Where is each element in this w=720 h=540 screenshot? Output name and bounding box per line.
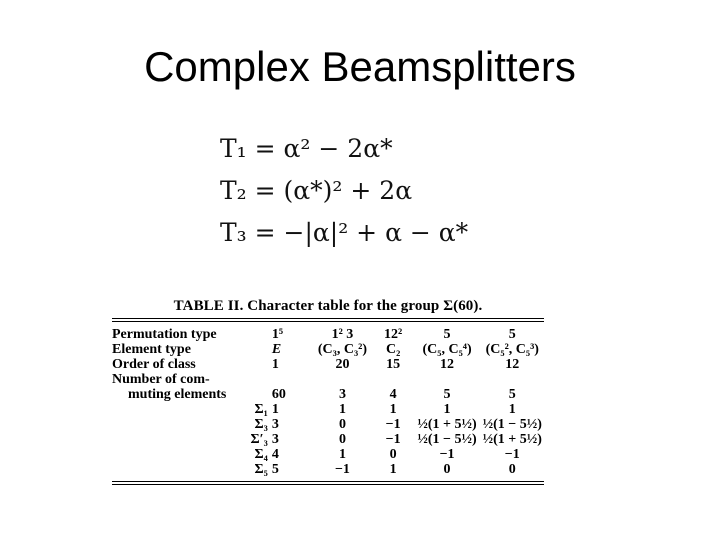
table-cell: 15 (386, 357, 401, 372)
table-cell: −1 (385, 417, 401, 432)
table-cell: 5 (508, 327, 516, 342)
table-cell: 12² (384, 327, 403, 342)
table-cell: C₂ (385, 342, 401, 357)
table-cell: 5 (443, 327, 451, 342)
table-cell: −1 (439, 447, 455, 462)
equation-t2: T₂ = (α*)² + 2α (220, 176, 413, 205)
table-row (112, 447, 544, 462)
bottom-rule (112, 481, 544, 482)
table-row (112, 372, 544, 387)
table-cell: ½(1 − 5½) (417, 432, 477, 447)
table-cell: (C₅, C₅⁴) (422, 342, 472, 357)
table-cell: 3 (271, 432, 279, 447)
row-label: Permutation type (112, 327, 217, 342)
bottom-rule-double (112, 484, 544, 485)
table-cell: 1 (338, 402, 346, 417)
table-row (112, 402, 544, 417)
table-row (112, 387, 544, 402)
table-cell: 1 (338, 447, 346, 462)
table-cell: −1 (334, 462, 350, 477)
table-cell: −1 (385, 432, 401, 447)
table-cell: 1 (389, 402, 397, 417)
table-cell (414, 372, 481, 387)
character-table (112, 327, 544, 477)
table-cell: 0 (338, 417, 346, 432)
table-cell (373, 372, 414, 387)
slide-title: Complex Beamsplitters (144, 43, 576, 90)
row-label: Number of com- (112, 372, 210, 387)
table-cell: 20 (335, 357, 350, 372)
row-label: Σ′₃ (250, 432, 268, 447)
equation-t1: T₁ = α² − 2α* (220, 134, 393, 163)
table-cell: 3 (271, 417, 279, 432)
table-cell: 1² 3 (331, 327, 354, 342)
table-cell: E (271, 342, 282, 357)
table-cell (481, 372, 544, 387)
table-cell: ½(1 + 5½) (417, 417, 477, 432)
table-cell: 1 (508, 402, 516, 417)
table-cell: (C₃, C₃²) (317, 342, 368, 357)
table-cell (272, 372, 312, 387)
top-rule-double (112, 321, 544, 322)
table-cell: ½(1 + 5½) (482, 432, 542, 447)
table-cell: 12 (505, 357, 520, 372)
table-cell: 60 (271, 387, 286, 402)
table-cell: 4 (271, 447, 279, 462)
table-cell: 5 (271, 462, 279, 477)
table-cell: −1 (504, 447, 520, 462)
table-row (112, 417, 544, 432)
table-cell: 0 (443, 462, 451, 477)
table-row (112, 432, 544, 447)
table-row (112, 462, 544, 477)
table-cell: 5 (443, 387, 451, 402)
table-cell: ½(1 − 5½) (482, 417, 542, 432)
table-cell: 0 (389, 447, 397, 462)
table-cell (312, 372, 372, 387)
table-row (112, 342, 544, 357)
row-label: muting elements (128, 387, 227, 402)
table-cell: 12 (440, 357, 455, 372)
table-row (112, 357, 544, 372)
row-label: Element type (112, 342, 191, 357)
row-label: Σ₃ (254, 417, 268, 432)
row-label: Σ₄ (254, 447, 268, 462)
equation-block (220, 128, 468, 254)
table-cell: 3 (338, 387, 346, 402)
table-caption: TABLE II. Character table for the group Σ(60). (173, 298, 483, 314)
table-cell: 0 (508, 462, 516, 477)
table-cell: (C₅², C₅³) (485, 342, 539, 357)
equation-t3: T₃ = −|α|² + α − α* (220, 218, 469, 247)
table-cell: 1 (271, 402, 279, 417)
table-cell: 1 (271, 357, 279, 372)
table-cell: 1 (443, 402, 451, 417)
table-cell: 0 (338, 432, 346, 447)
row-label: Σ₁ (254, 402, 268, 417)
row-label: Order of class (112, 357, 196, 372)
table-cell: 1⁵ (271, 327, 284, 342)
top-rule (112, 318, 544, 319)
character-table-figure (112, 296, 544, 485)
table-cell: 1 (389, 462, 397, 477)
table-cell: 5 (508, 387, 516, 402)
table-cell: 4 (389, 387, 397, 402)
table-row (112, 327, 544, 342)
row-label: Σ₅ (254, 462, 268, 477)
